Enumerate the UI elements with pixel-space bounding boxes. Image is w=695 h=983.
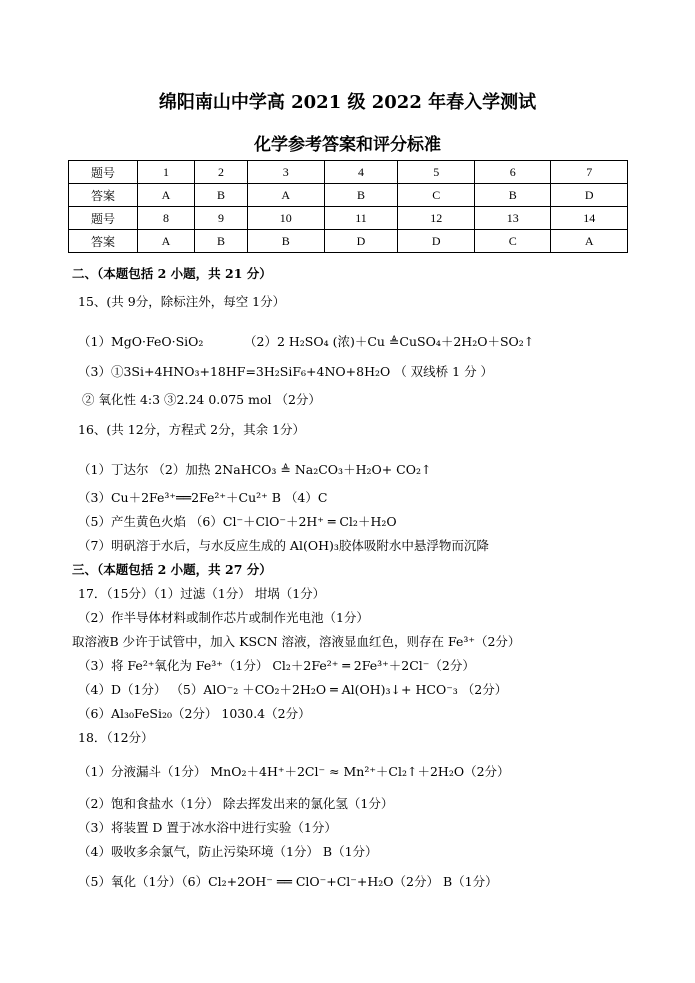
answer-line-q18-2: （2）饱和食盐水（1分） 除去挥发出来的氯化氢（1分） bbox=[78, 796, 394, 811]
answer-row bbox=[69, 230, 628, 253]
row-label: 题号 bbox=[69, 207, 138, 230]
answer-line-q15-3: （3）①3Si+4HNO₃+18HF=3H₂SiF₆+4NO+8H₂O （ 双线桥 1 分 ） bbox=[78, 364, 494, 379]
answer-cell: B bbox=[474, 184, 551, 207]
answer-line-q17-3: （3）将 Fe²⁺氧化为 Fe³⁺（1分） Cl₂＋2Fe²⁺ ═ 2Fe³⁺＋2Cl⁻（2分） bbox=[78, 658, 475, 673]
question-number-cell: 8 bbox=[138, 207, 195, 230]
answer-line-q16: 16、(共 12分，方程式 2分，其余 1分） bbox=[78, 422, 306, 437]
answer-row bbox=[69, 184, 628, 207]
question-number-cell: 9 bbox=[194, 207, 247, 230]
row-label: 答案 bbox=[69, 184, 138, 207]
answer-line-s3: 三、（本题包括 2 小题，共 27 分） bbox=[72, 562, 272, 577]
answer-cell: D bbox=[398, 230, 475, 253]
answer-cell: A bbox=[138, 184, 195, 207]
answer-cell: A bbox=[551, 230, 628, 253]
answer-line-q16-1: （1）丁达尔 （2）加热 2NaHCO₃ ≜ Na₂CO₃＋H₂O+ CO₂↑ bbox=[78, 462, 432, 477]
answer-cell: A bbox=[138, 230, 195, 253]
row-label: 答案 bbox=[69, 230, 138, 253]
answer-line-q18: 18．（12分） bbox=[78, 730, 154, 745]
page-title: 绵阳南山中学高 2021 级 2022 年春入学测试 bbox=[158, 92, 537, 113]
question-number-cell: 4 bbox=[324, 161, 398, 184]
question-number-cell: 2 bbox=[194, 161, 247, 184]
answer-cell: C bbox=[474, 230, 551, 253]
answer-line-q18-3: （3）将装置 D 置于冰水浴中进行实验（1分） bbox=[78, 820, 337, 835]
question-number-cell: 5 bbox=[398, 161, 475, 184]
answer-cell: D bbox=[551, 184, 628, 207]
answer-line-q16-5: （5）产生黄色火焰 （6）Cl⁻＋ClO⁻＋2H⁺ ═ Cl₂＋H₂O bbox=[78, 514, 397, 529]
answer-cell: B bbox=[194, 230, 247, 253]
answer-line-q17-6: （6）Al₃₀FeSi₂₀（2分） 1030.4（2分） bbox=[78, 706, 311, 721]
answer-line-q15: 15、(共 9分，除标注外，每空 1分） bbox=[78, 294, 286, 309]
answer-cell: B bbox=[324, 184, 398, 207]
answer-line-q18-1: （1）分液漏斗（1分） MnO₂＋4H⁺＋2Cl⁻ ≈ Mn²⁺＋Cl₂↑＋2H₂O（2分） bbox=[78, 764, 510, 779]
answer-line-q16-7: （7）明矾溶于水后，与水反应生成的 Al(OH)₃胶体吸附水中悬浮物而沉降 bbox=[78, 538, 489, 553]
answer-cell: B bbox=[247, 230, 324, 253]
question-number-cell: 12 bbox=[398, 207, 475, 230]
question-number-cell: 7 bbox=[551, 161, 628, 184]
question-number-cell: 1 bbox=[138, 161, 195, 184]
answer-line-q17: 17．（15分）（1）过滤（1分） 坩埚（1分） bbox=[78, 586, 326, 601]
answer-line-q15-1a: （1）MgO·FeO·SiO₂ bbox=[78, 334, 204, 349]
answer-table bbox=[68, 160, 628, 253]
question-number-cell: 3 bbox=[247, 161, 324, 184]
answer-cell: A bbox=[247, 184, 324, 207]
answer-cell: C bbox=[398, 184, 475, 207]
question-number-cell: 13 bbox=[474, 207, 551, 230]
question-number-cell: 10 bbox=[247, 207, 324, 230]
answer-line-q18-5: （5）氧化（1分）（6）Cl₂+2OH⁻ ══ ClO⁻+Cl⁻+H₂O（2分） B（1分） bbox=[78, 874, 498, 889]
page-subtitle: 化学参考答案和评分标准 bbox=[254, 135, 441, 155]
answer-line-q17-2b: 取溶液B 少许于试管中，加入 KSCN 溶液，溶液显血红色，则存在 Fe³⁺（2分） bbox=[72, 634, 521, 649]
answer-line-q17-2: （2）作半导体材料或制作芯片或制作光电池（1分） bbox=[78, 610, 369, 625]
answer-line-q15-3b: ② 氧化性 4:3 ③2.24 0.075 mol （2分） bbox=[82, 392, 321, 407]
answer-line-q18-4: （4）吸收多余氯气，防止污染环境（1分） B（1分） bbox=[78, 844, 378, 859]
answer-line-s2: 二、（本题包括 2 小题，共 21 分） bbox=[72, 266, 272, 281]
question-number-cell: 14 bbox=[551, 207, 628, 230]
question-number-row bbox=[69, 207, 628, 230]
row-label: 题号 bbox=[69, 161, 138, 184]
answer-cell: D bbox=[324, 230, 398, 253]
answer-cell: B bbox=[194, 184, 247, 207]
answer-line-q16-3: （3）Cu＋2Fe³⁺══2Fe²⁺＋Cu²⁺ B （4）C bbox=[78, 490, 328, 505]
answer-line-q17-4: （4）D（1分） （5）AlO⁻₂ ＋CO₂＋2H₂O ═ Al(OH)₃↓+ HCO⁻₃ （2分） bbox=[78, 682, 508, 697]
answer-line-q15-1b: （2）2 H₂SO₄ (浓)＋Cu ≜CuSO₄＋2H₂O＋SO₂↑ bbox=[244, 334, 535, 349]
question-number-cell: 6 bbox=[474, 161, 551, 184]
question-number-cell: 11 bbox=[324, 207, 398, 230]
question-number-row bbox=[69, 161, 628, 184]
